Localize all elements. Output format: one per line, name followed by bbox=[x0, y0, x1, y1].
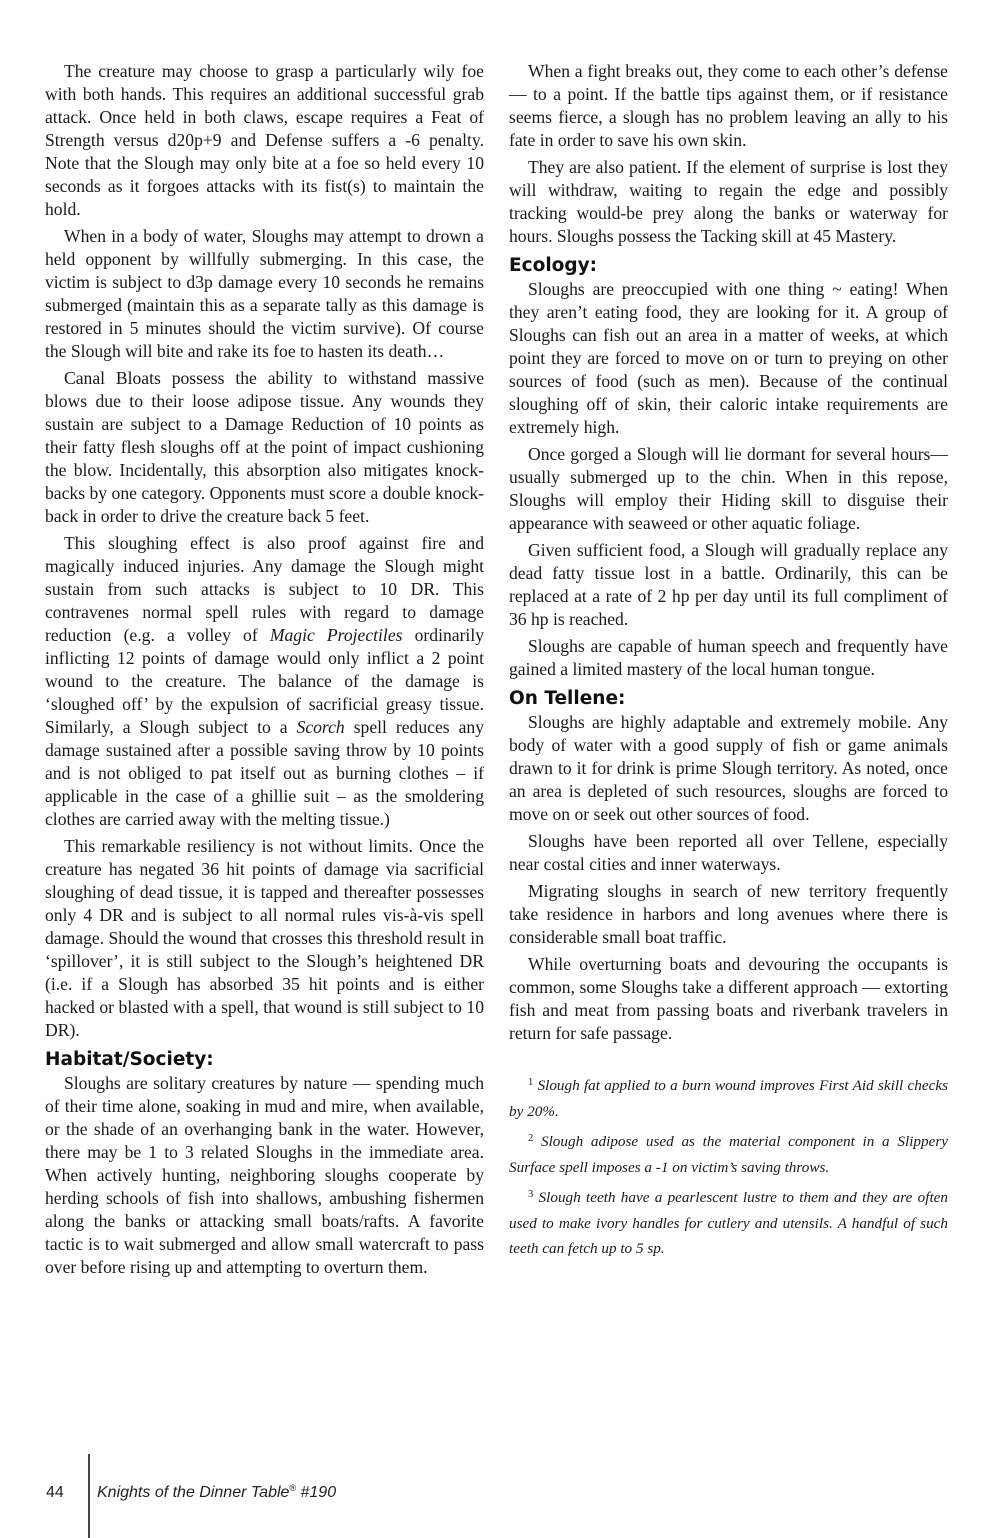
publication-name: Knights of the Dinner Table bbox=[97, 1484, 290, 1501]
right-column bbox=[509, 60, 948, 1267]
body-paragraph: When in a body of water, Sloughs may attempt to drown a held opponent by willfully submerging. In this case, the victim is subject to d3p damage every 10 seconds he remains submerged (maintain this as a separate tally as this damage is restored in 5 minutes should the victim survive). Of course the Slough will bite and rake its foe to hasten its death… bbox=[45, 226, 484, 361]
section-heading-on-tellene: On Tellene: bbox=[509, 688, 626, 709]
body-paragraph: Migrating sloughs in search of new territory frequently take residence in harbors and long avenues where there is considerable small boat traffic. bbox=[509, 881, 948, 947]
footnote-text: Slough teeth have a pearlescent lustre to them and they are often used to make ivory handles for cutlery and utensils. A handful of such teeth can fetch up to 5 sp. bbox=[509, 1189, 949, 1257]
left-column bbox=[45, 60, 484, 1283]
body-paragraph: Once gorged a Slough will lie dormant for several hours—usually submerged up to the chin. When in this repose, Sloughs will employ their Hiding skill to disguise their appearance with seaweed or other aquatic foliage. bbox=[509, 444, 948, 533]
body-paragraph: The creature may choose to grasp a particularly wily foe with both hands. This requires an additional successful grab attack. Once held in both claws, escape requires a Feat of Strength versus d20p+9 and Defense suffers a -6 penalty. Note that the Slough may only bite at a foe so held every 10 seconds as it forgoes attacks with its fist(s) to maintain the hold. bbox=[45, 61, 484, 219]
body-paragraph: When a fight breaks out, they come to each other’s defense — to a point. If the battle tips against them, or if resistance seems fierce, a slough has no problem leaving an ally to his fate in order to save his own skin. bbox=[509, 61, 948, 150]
footnotes bbox=[509, 1073, 948, 1262]
footnote bbox=[509, 1185, 948, 1262]
text-run: This sloughing effect is also proof against fire and magically induced injuries. Any damage the Slough might sustain from such attacks is subject to 10 DR. This contravenes normal spell rules with regard to damage reduction (e.g. a volley of bbox=[45, 533, 484, 645]
body-paragraph: Sloughs are highly adaptable and extremely mobile. Any body of water with a good supply of fish or game animals drawn to it for drink is prime Slough territory. As noted, once an area is depleted of such resources, sloughs are forced to move on or seek out other sources of food. bbox=[509, 712, 948, 824]
issue-number: #190 bbox=[296, 1484, 337, 1501]
body-paragraph: Given sufficient food, a Slough will gradually replace any dead fatty tissue lost in a battle. Ordinarily, this can be replaced at a rate of 2 hp per day until its full compliment of 36 hp is reached. bbox=[509, 540, 948, 629]
footnote-number: 3 bbox=[528, 1189, 534, 1200]
spell-name-magic-projectiles: Magic Projectiles bbox=[269, 625, 403, 645]
publication-title bbox=[97, 1484, 336, 1502]
footer-divider bbox=[88, 1454, 90, 1538]
text-run: ordinarily inflicting 12 points of damage would only inflict a 2 point wound to the creature. The balance of the damage is ‘sloughed off’ by the expulsion of sacrificial greasy tissue. Similarly, a Slough subject to a bbox=[45, 625, 484, 737]
page-number: 44 bbox=[46, 1484, 64, 1501]
footnote bbox=[509, 1073, 948, 1124]
body-paragraph: Sloughs are capable of human speech and frequently have gained a limited mastery of the local human tongue. bbox=[509, 636, 948, 679]
section-heading-habitat: Habitat/Society: bbox=[45, 1049, 214, 1070]
body-paragraph: Sloughs are solitary creatures by nature — spending much of their time alone, soaking in mud and mire, when available, or the shade of an overhanging bank in the water. However, there may be 1 to 3 related Sloughs in the immediate area. When actively hunting, neighboring sloughs cooperate by herding schools of fish into shallows, ambushing fishermen along the banks or attacking small boats/rafts. A favorite tactic is to wait submerged and allow small watercraft to pass over before rising up and attempting to overturn them. bbox=[45, 1073, 484, 1277]
body-paragraph: While overturning boats and devouring the occupants is common, some Sloughs take a different approach — extorting fish and meat from passing boats and riverbank travelers in return for safe passage. bbox=[509, 954, 948, 1043]
footnote bbox=[509, 1129, 948, 1180]
body-paragraph: Sloughs are preoccupied with one thing ~ eating! When they aren’t eating food, they are looking for it. A group of Sloughs can fish out an area in a matter of weeks, at which point they are forced to move on or turn to preying on other sources of food (such as men). Because of the continual sloughing off of skin, their caloric intake requirements are extremely high. bbox=[509, 279, 948, 437]
body-paragraph: Canal Bloats possess the ability to withstand massive blows due to their loose adipose tissue. Any wounds they sustain are subject to a Damage Reduction of 10 points as their fatty flesh sloughs off at the point of impact cushioning the blow. Incidentally, this absorption also mitigates knock-backs by one category. Opponents must score a double knock-back in order to drive the creature back 5 feet. bbox=[45, 368, 484, 526]
section-heading-ecology: Ecology: bbox=[509, 255, 598, 276]
registered-mark: ® bbox=[289, 1483, 297, 1493]
spell-name-scorch: Scorch bbox=[296, 717, 345, 737]
footnote-text: Slough fat applied to a burn wound improves First Aid skill checks by 20%. bbox=[509, 1077, 949, 1120]
body-paragraph: Sloughs have been reported all over Tellene, especially near costal cities and inner waterways. bbox=[509, 831, 948, 874]
footnote-text: Slough adipose used as the material component in a Slippery Surface spell imposes a -1 on victim’s saving throws. bbox=[509, 1133, 948, 1176]
text-run: spell reduces any damage sustained after a possible saving throw by 10 points and is not obliged to pat itself out as burning clothes – if applicable in the case of a ghillie suit – as the smoldering clothes are carried away with the melting tissue.) bbox=[45, 717, 484, 829]
body-paragraph bbox=[45, 532, 484, 831]
footnote-number: 1 bbox=[528, 1077, 534, 1088]
body-paragraph: This remarkable resiliency is not without limits. Once the creature has negated 36 hit points of damage via sacrificial sloughing of dead tissue, it is tapped and thereafter possesses only 4 DR and is subject to all normal rules vis-à-vis spell damage. Should the wound that crosses this threshold result in ‘spillover’, it is still subject to the Slough’s heightened DR (i.e. if a Slough has absorbed 35 hit points and is either hacked or blasted with a spell, that wound is still subject to 10 DR). bbox=[45, 836, 484, 1040]
footnote-number: 2 bbox=[528, 1133, 534, 1144]
body-paragraph: They are also patient. If the element of surprise is lost they will withdraw, waiting to regain the edge and possibly tracking would-be prey along the banks or waterway for hours. Sloughs possess the Tacking skill at 45 Mastery. bbox=[509, 157, 948, 246]
